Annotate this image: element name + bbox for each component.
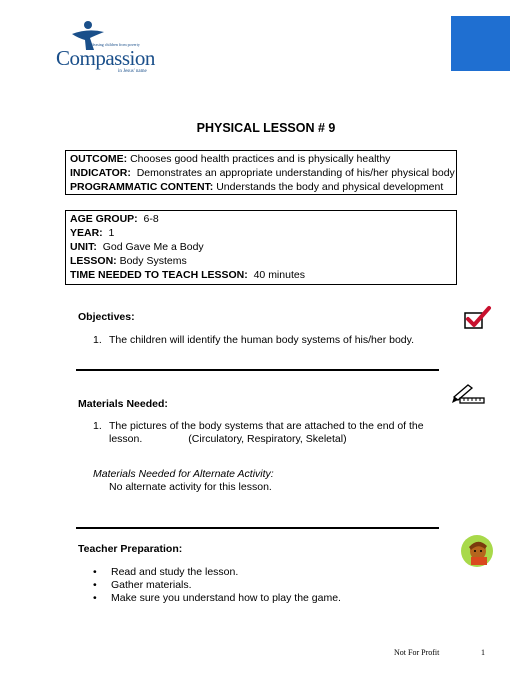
materials-line2a: lesson. [109,433,143,445]
programmatic-label: PROGRAMMATIC CONTENT: [70,181,214,193]
section-divider [76,527,439,529]
materials-line2b: (Circulatory, Respiratory, Skeletal) [188,433,347,445]
outcome-row [70,152,456,166]
age-value: 6-8 [143,213,159,225]
outcome-box [65,150,457,195]
indicator-value: Demonstrates an appropriate understanding of his/her physical body [136,167,455,179]
materials-item [93,420,443,446]
teacher-prep-heading: Teacher Preparation: [78,543,183,555]
alt-materials-text: No alternate activity for this lesson. [109,481,272,493]
list-number: 1. [93,420,102,432]
list-number: 1. [93,334,102,346]
objective-item [93,334,414,347]
time-label: TIME NEEDED TO TEACH LESSON: [70,269,248,281]
age-label: AGE GROUP: [70,213,138,225]
year-row [70,226,456,240]
blue-square-graphic [451,16,510,71]
logo-subline: in Jesus' name [118,69,147,74]
logo-wordmark: Compassion [56,46,155,70]
pencil-ruler-icon [450,383,486,407]
materials-heading: Materials Needed: [78,398,168,410]
checkmark-icon [464,305,492,331]
page-number: 1 [481,648,485,657]
time-value: 40 minutes [253,269,305,281]
list-item: • Gather materials. [93,579,192,591]
list-item: • Read and study the lesson. [93,566,239,578]
outcome-value: Chooses good health practices and is physically healthy [130,153,391,165]
alt-materials-heading: Materials Needed for Alternate Activity: [93,468,274,480]
footer-label: Not For Profit [394,648,440,657]
objectives-heading: Objectives: [78,311,135,323]
outcome-label: OUTCOME: [70,153,128,165]
lesson-row [70,254,456,268]
objective-text: The children will identify the human body systems of his/her body. [109,334,415,346]
indicator-row [70,166,456,180]
list-item: • Make sure you understand how to play the game. [93,592,341,604]
logo-tagline: Releasing children from poverty [88,42,140,47]
teacher-prep-list [93,566,341,605]
year-value: 1 [108,227,115,239]
materials-line1: The pictures of the body systems that are attached to the end of the [109,420,424,432]
unit-value: God Gave Me a Body [102,241,204,253]
section-divider [76,369,439,371]
lesson-info-box [65,210,457,285]
lesson-value: Body Systems [119,255,187,267]
time-row [70,268,456,282]
compassion-logo [52,20,167,74]
page-title: PHYSICAL LESSON # 9 [196,121,336,135]
lesson-label: LESSON: [70,255,117,267]
teacher-icon [459,533,495,569]
year-label: YEAR: [70,227,103,239]
indicator-label: INDICATOR: [70,167,131,179]
unit-label: UNIT: [70,241,97,253]
age-row [70,212,456,226]
programmatic-value: Understands the body and physical development [216,181,444,193]
unit-row [70,240,456,254]
programmatic-row [70,180,456,194]
